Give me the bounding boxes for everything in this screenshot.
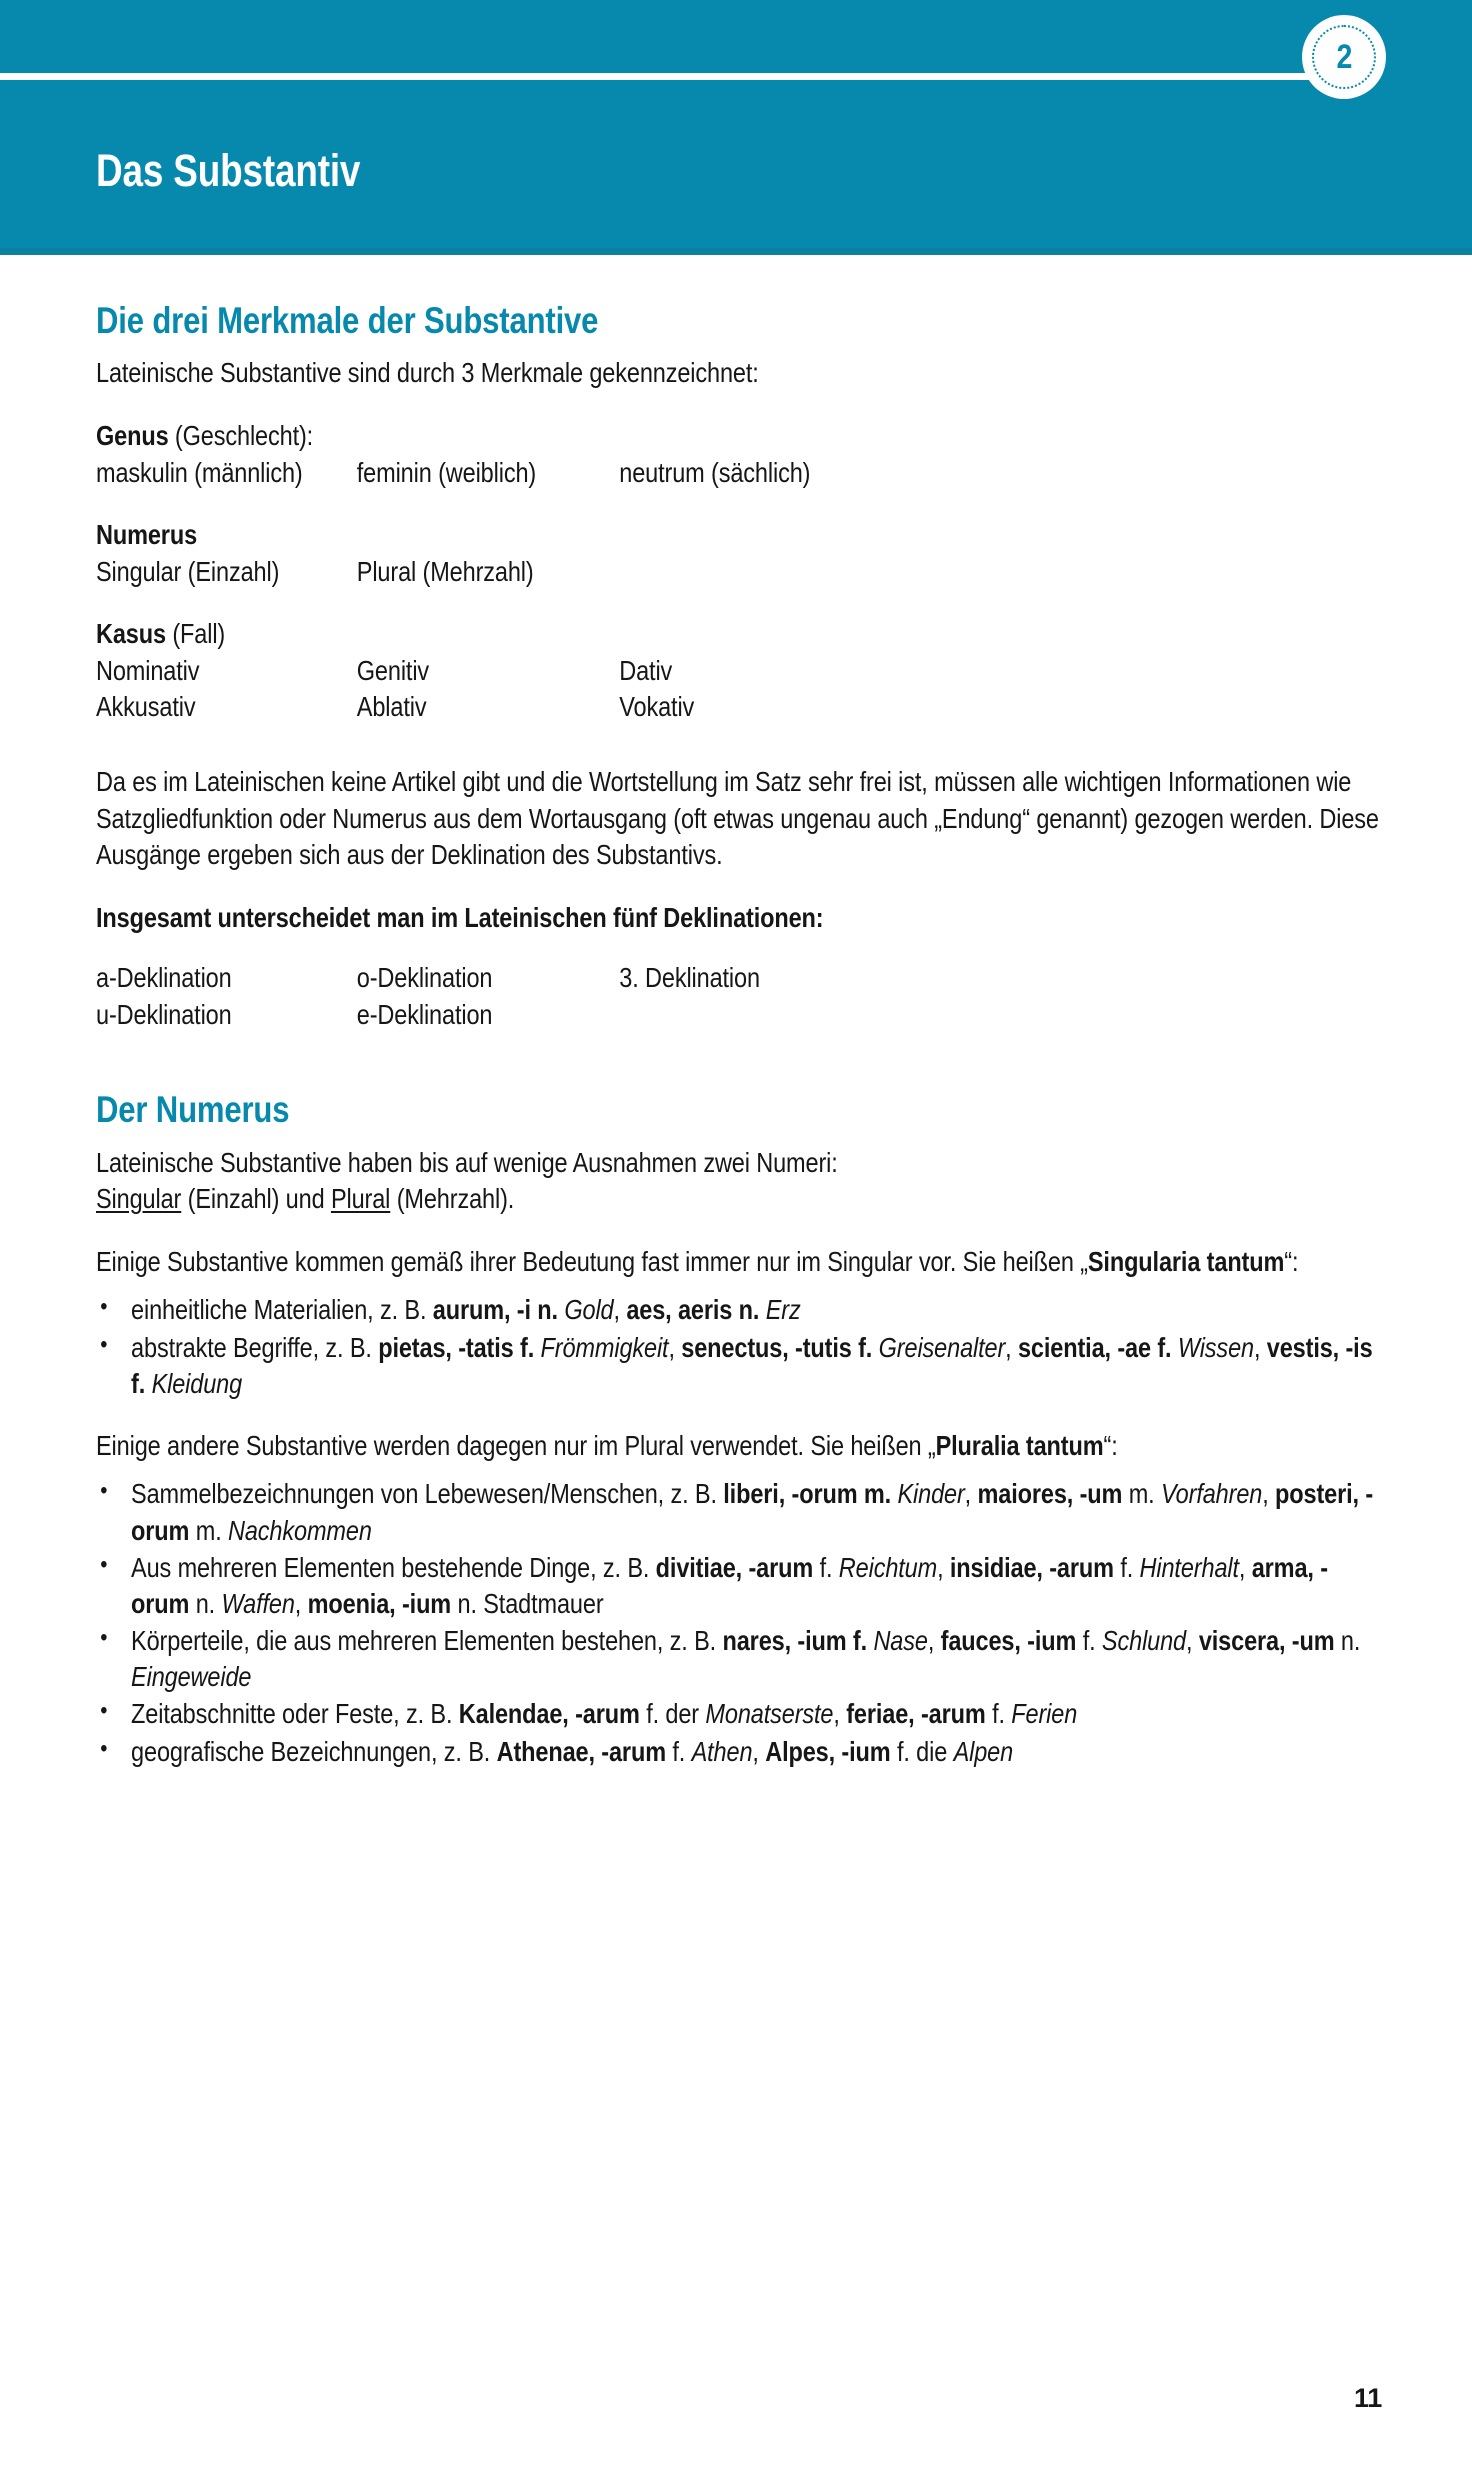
group-kasus-label-row	[96, 616, 1385, 653]
kasus-vokativ: Vokativ	[619, 691, 695, 723]
pluralia-intro-b: “:	[1103, 1429, 1118, 1461]
page-content	[96, 300, 1386, 1771]
numerus-singular-underlined: Singular	[96, 1183, 182, 1215]
group-genus-label-row	[96, 418, 1385, 455]
table-row	[96, 653, 1385, 690]
deklination-o: o-Deklination	[356, 962, 493, 994]
deklination-empty	[619, 997, 1385, 1034]
group-kasus-label-bold: Kasus	[96, 618, 166, 650]
deklination-a: a-Deklination	[96, 962, 232, 994]
group-kasus-label	[96, 616, 225, 653]
numerus-singular: Singular (Einzahl)	[96, 555, 280, 587]
group-genus-label-bold: Genus	[96, 420, 169, 451]
numerus-intro-paragraph	[96, 1145, 1385, 1218]
table-row	[96, 554, 1385, 591]
kasus-ablativ: Ablativ	[356, 691, 427, 723]
list-item: • Zeitabschnitte oder Feste, z. B. Kalendae, -arum f. der Monatserste, feriae, -arum f. Ferien	[96, 1696, 1385, 1732]
kasus-dativ: Dativ	[619, 654, 673, 686]
kasus-nominativ: Nominativ	[96, 654, 200, 686]
list-item: • geografische Bezeichnungen, z. B. Athenae, -arum f. Athen, Alpes, -ium f. die Alpen	[96, 1734, 1385, 1770]
group-numerus-label-bold: Numerus	[96, 519, 198, 551]
list-item: • einheitliche Materialien, z. B. aurum, -i n. Gold, aes, aeris n. Erz	[96, 1292, 1385, 1328]
pluralia-tantum-intro	[96, 1428, 1385, 1465]
kasus-akkusativ: Akkusativ	[96, 691, 196, 723]
chapter-header-band	[0, 0, 1472, 255]
pluralia-intro-a: Einige andere Substantive werden dagegen nur im Plural verwendet. Sie heißen „	[96, 1429, 936, 1461]
group-kasus-label-rest: (Fall)	[165, 618, 226, 650]
genus-masculine: maskulin (männlich)	[96, 456, 303, 488]
section-heading-numerus: Der Numerus	[96, 1089, 290, 1131]
section-heading-merkmale: Die drei Merkmale der Substantive	[96, 300, 599, 341]
chapter-number-badge	[1302, 15, 1386, 99]
kasus-genitiv: Genitiv	[356, 654, 430, 686]
table-row	[96, 689, 1385, 726]
list-item: • Körperteile, die aus mehreren Elementen bestehen, z. B. nares, -ium f. Nase, fauces, -ium f. Schlund, viscera, -um n. Eingeweide	[96, 1623, 1385, 1695]
table-row	[96, 960, 1385, 997]
deklination-u: u-Deklination	[96, 998, 232, 1030]
singularia-intro-b: “:	[1284, 1245, 1299, 1277]
singularia-tantum-list	[96, 1292, 1385, 1401]
header-bottom-strip	[0, 248, 1472, 255]
numerus-plural-underlined: Plural	[330, 1183, 391, 1215]
singularia-tantum-intro	[96, 1244, 1385, 1281]
group-genus-label	[96, 418, 313, 455]
deklination-list	[96, 960, 1385, 1033]
group-numerus-label	[96, 517, 197, 554]
genus-neuter: neutrum (sächlich)	[619, 456, 811, 488]
group-numerus-label-row	[96, 517, 1385, 554]
singularia-tantum-term: Singularia tantum	[1087, 1245, 1285, 1277]
group-kasus	[96, 616, 1385, 726]
deklination-count-lead	[96, 900, 1385, 937]
header-divider-rule	[0, 73, 1320, 80]
chapter-number-label: 2	[1336, 38, 1352, 76]
list-item: • Sammelbezeichnungen von Lebewesen/Menschen, z. B. liberi, -orum m. Kinder, maiores, -um m. Vorfahren, posteri, -orum m. Nachkommen	[96, 1476, 1385, 1548]
page-number-label: 11	[1354, 2383, 1382, 2413]
numerus-intro-mid: (Einzahl) und	[181, 1183, 331, 1215]
list-item: • Aus mehreren Elementen bestehende Dinge, z. B. divitiae, -arum f. Reichtum, insidiae, -arum f. Hinterhalt, arma, -orum n. Waffen, moenia, -ium n. Stadtmauer	[96, 1550, 1385, 1622]
singularia-intro-a: Einige Substantive kommen gemäß ihrer Bedeutung fast immer nur im Singular vor. Sie heißen „	[96, 1245, 1088, 1277]
deklination-count-lead-text: Insgesamt unterscheidet man im Lateinischen fünf Deklinationen:	[96, 901, 824, 933]
numerus-plural: Plural (Mehrzahl)	[356, 555, 534, 587]
table-row	[96, 455, 1385, 492]
group-numerus	[96, 517, 1385, 590]
table-row	[96, 997, 1385, 1034]
deklination-explanation-paragraph: Da es im Lateinischen keine Artikel gibt und die Wortstellung im Satz sehr frei ist, müssen alle wichtigen Informationen wie Satzgliedfunktion oder Numerus aus dem Wortausgang (oft etwas ungenau auch „Endung“ genannt) gezogen werden. Diese Ausgänge ergeben sich aus der Deklination des Substantivs.	[96, 765, 1379, 871]
merkmale-groups	[96, 418, 1385, 726]
deklination-e: e-Deklination	[356, 998, 493, 1030]
numerus-intro-post: (Mehrzahl).	[390, 1183, 515, 1215]
pluralia-tantum-list	[96, 1476, 1385, 1769]
merkmale-intro-text: Lateinische Substantive sind durch 3 Merkmale gekennzeichnet:	[96, 357, 759, 389]
genus-feminine: feminin (weiblich)	[356, 456, 537, 488]
list-item: • abstrakte Begriffe, z. B. pietas, -tatis f. Frömmigkeit, senectus, -tutis f. Greisenalter, scientia, -ae f. Wissen, vestis, -is f. Kleidung	[96, 1330, 1385, 1402]
numerus-intro-line1: Lateinische Substantive haben bis auf wenige Ausnahmen zwei Numeri:	[96, 1146, 838, 1178]
pluralia-tantum-term: Pluralia tantum	[935, 1429, 1104, 1461]
chapter-title: Das Substantiv	[96, 145, 361, 196]
deklination-3: 3. Deklination	[619, 962, 760, 994]
numerus-empty	[619, 554, 1385, 591]
group-genus-label-rest: (Geschlecht):	[168, 420, 314, 451]
group-genus	[96, 418, 1385, 491]
